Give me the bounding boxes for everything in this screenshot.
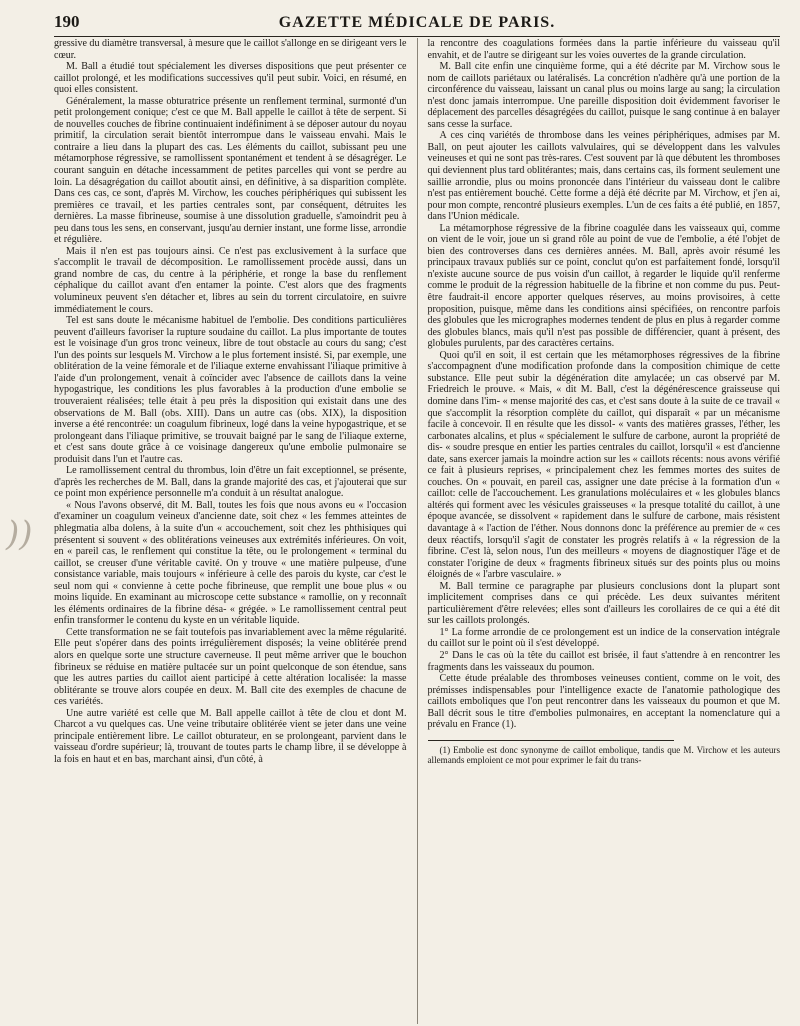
paragraph: Cette étude préalable des thromboses veineuses contient, comme on le voit, des prémisses indispensables pour l'intelligence exacte de l'anatomie pathologique des caillots emboliques que l'on peut rencontrer dans les vaisseaux du poumon et que M. Ball décrit sous le titre d'embolies pulmonaires, en acceptant la nomenclature qui a prévalu en France (1). — [427, 673, 780, 731]
page-header — [54, 12, 780, 34]
footnote-rule — [428, 740, 675, 741]
margin-mark: )) — [6, 514, 33, 554]
paragraph: M. Ball termine ce paragraphe par plusieurs conclusions dont la plupart sont implicitement comprises dans ce qui précède. Les deux suivantes méritent particulièrement d'être relevées; elles sont d'ailleurs les corollaires de ce qui a été dit sur les caillots prolongés. — [427, 580, 780, 627]
paragraph: M. Ball a étudié tout spécialement les diverses dispositions que peut présenter ce caillot prolongé, et les modifications successives qu'il peut subir. Voici, en résumé, en quoi elles consistent. — [54, 61, 407, 96]
paragraph: Généralement, la masse obturatrice présente un renflement terminal, surmonté d'un petit prolongement conique; c'est ce que M. Ball appelle le caillot à tête de serpent. Si de nouvelles couches de fibrine continuaient indéfiniment à se déposer autour du noyau primitif, la circulation serait bientôt interrompue dans le vaisseau envahi. Mais le contraire a lieu dans la plupart des cas. Les éléments du caillot, subissant peu une métamorphose régressive, se ramollissent spontanément et tendent à se désagréger. Le courant sanguin en détache incessamment de petites parcelles qui vont se perdre au loin. La désagrégation du caillot aboutit ainsi, en définitive, à sa disparition complète. Dans ces cas, ce sont, d'après M. Virchow, les couches périphériques qui subissent les premières ce travail, et les parties centrales sont, par conséquent, détruites les dernières. La masse fibrineuse, soumise à une dissolution graduelle, s'amoindrit peu à peu dans tous les sens, en conservant, jusqu'au dernier instant, une forme lisse, arrondie et régulière. — [54, 95, 407, 246]
header-rule — [54, 36, 780, 37]
paragraph: La métamorphose régressive de la fibrine coagulée dans les vaisseaux qui, comme on vient de le voir, joue un si grand rôle au point de vue de l'embolie, a été l'objet de bien des controverses dans ces dernières années. M. Ball, après avoir résumé les principaux travaux publiés sur ce point, conclut qu'on est parfaitement fondé, lorsqu'il n'existe aucune source de pus voisin d'un caillot, à regarder le liquide qu'il renferme comme le produit de la régression habituelle de la fibrine et non comme du pus. Peut-être faudrait-il encore apporter quelques réserves, au moins provisoires, à cette proposition, puisque, même dans les conditions ainsi spécifiées, on rencontre parfois des globules que les micrographes modernes tendent de plus en plus à regarder comme des globules blancs, mais qu'il n'est pas possible de différencier, quant à présent, des globules purulents, par des caractères certains. — [427, 222, 780, 350]
paragraph: A ces cinq variétés de thrombose dans les veines périphériques, admises par M. Ball, on peut ajouter les caillots valvulaires, qui se développent dans les valvules veineuses et qui ne sont pas très-rares. C'est souvent par là que débutent les thromboses qui deviennent plus tard oblitérantes; mais, dans certains cas, ils forment seulement une saillie arrondie, plus ou moins prononcée dans l'intérieur du vaisseau dont le calibre n'est pas entièrement bouché. Cette forme a déjà été décrite par M. Virchow, et j'en ai, pour mon compte, rencontré plusieurs exemples. L'un de ces faits a été publié, en 1857, dans l'Union médicale. — [427, 130, 780, 223]
paragraph: gressive du diamètre transversal, à mesure que le caillot s'allonge en se dirigeant vers le cœur. — [54, 38, 407, 61]
paragraph: Mais il n'en est pas toujours ainsi. Ce n'est pas exclusivement à la surface que s'accomplit le travail de décomposition. Le ramollissement procède aussi, dans un grand nombre de cas, du centre à la périphérie, et ronge la base du renflement céphalique du caillot avant d'en entamer la pointe. C'est alors que des fragments volumineux peuvent s'en détacher et, libres au sein du torrent circulatoire, en suivre immédiatement le cours. — [54, 245, 407, 315]
journal-title: GAZETTE MÉDICALE DE PARIS. — [278, 14, 556, 31]
left-column — [54, 38, 407, 1024]
quoted-paragraph: « Nous l'avons observé, dit M. Ball, toutes les fois que nous avons eu « l'occasion d'examiner un coagulum veineux d'ancienne date, soit chez « les femmes atteintes de phlegmatia alba dolens, à la suite d'un « accouchement, soit chez les phthisiques qui présentent si souvent « des oblitérations veineuses aux extrémités inférieures. On voit, en « pareil cas, le renflement qui constitue la tête, ou le prolongement « terminal du caillot, se creuser d'une véritable cavité. On y trouve « une matière pulpeuse, d'une consistance variable, mais toujours « inférieure à celle des parois du kyste, car c'est le seul nom qui « convienne à cette poche fibrineuse, que remplit une boue plus « ou moins liquide. En examinant au microscope cette substance « ramollie, on y reconnaît les éléments ordinaires de la fibrine désa- « grégée. » Le ramollissement central peut enfin transformer le contenu du kyste en un véritable liquide. — [54, 499, 407, 627]
footnote: (1) Embolie est donc synonyme de caillot embolique, tandis que M. Virchow et les auteurs allemands emploient ce mot pour exprimer le fait du trans- — [427, 744, 780, 766]
paragraph: Le ramollissement central du thrombus, loin d'être un fait exceptionnel, se présente, d'après les recherches de M. Ball, dans la grande majorité des cas, et j'ajouterai que sur ce point mon expérience personnelle m'a conduit à un résultat analogue. — [54, 465, 407, 500]
paragraph: la rencontre des coagulations formées dans la partie inférieure du vaisseau qu'il envahit, et de l'autre se dirigeant sur les voies ouvertes de la grande circulation. — [427, 38, 780, 61]
text-columns — [54, 38, 780, 1024]
paragraph: Cette transformation ne se fait toutefois pas invariablement avec la même régularité. Elle peut s'opérer dans des points irrégulièrement disposés; la veine oblitérée prend alors en quelque sorte une structure caverneuse. Il peut même arriver que le bouchon fibrineux se réduise en matière pultacée sur un point quelconque de son étendue, sans que les autres parties du caillot aient participé à cette altération localisée: la masse oblitérante se trouve alors coupée en deux. M. Ball cite des exemples de chacune de ces variétés. — [54, 626, 407, 708]
numbered-conclusion: 1° La forme arrondie de ce prolongement est un indice de la conservation intégrale du caillot sur le point où il s'est développé. — [427, 626, 780, 650]
page-number: 190 — [54, 12, 80, 31]
paragraph: M. Ball cite enfin une cinquième forme, qui a été décrite par M. Virchow sous le nom de caillots pariétaux ou latéralisés. La concrétion n'adhère qu'à une portion de la circonférence du vaisseau, laissant un canal plus ou moins large au sang; la circulation n'est donc jamais interrompue. Une pareille disposition doit évidemment favoriser le déplacement des parcelles désagrégées du caillot, puisque le sang continue à en balayer sans cesse la surface. — [427, 61, 780, 130]
paragraph: Tel est sans doute le mécanisme habituel de l'embolie. Des conditions particulières peuvent d'ailleurs favoriser la rupture soudaine du caillot. La plus importante de toutes est le voisinage d'un gros tronc veineux, libre de tout obstacle au cours du sang; c'est l'un des points sur lesquels M. Virchow a le plus fortement insisté. Si, par exemple, une oblitération de la veine fémorale et de l'iliaque externe envahissant l'iliaque primitive à l'aide d'un prolongement, venait à coïncider avec l'absence de caillots dans la veine hypogastrique, les conditions les plus favorables à la production d'une embolie se trouveraient réalisées; telle était à peu près la disposition qui existait dans une des observations de M. Ball (obs. XIII). Dans un autre cas (obs. XIX), la disposition inverse a été rencontrée: un coagulum fibrineux, logé dans la veine hypogastrique, et se prolongeant dans l'iliaque primitive, se trouvait baigné par le sang de l'iliaque externe, et c'est sans doute grâce à ce voisinage dangereux qu'une embolie pulmonaire se produisit dans l'un et l'autre cas. — [54, 315, 407, 465]
quoted-paragraph: Quoi qu'il en soit, il est certain que les métamorphoses régressives de la fibrine s'accompagnent d'une modification profonde dans la composition chimique de cette substance. Elle peut subir la dégénération dite amylacée; un cas observé par M. Friedreich le prouve. « Mais, « dit M. Ball, c'est la dégénérescence graisseuse qui domine dans l'im- « mense majorité des cas, et c'est sans doute à la suite de ce travail « que s'accomplit la résorption complète du caillot, qui disparaît « par un mécanisme facile à concevoir. Il en résulte que les dissol- « vants des matières grasses, l'éther, les carbonates alcalins, et plus « spécialement le sulfure de carbone, auront la propriété de dis- « soudre presque en entier les parties centrales du caillot, lorsqu'il « est d'ancienne date, sans exercer jamais la moindre action sur les « caillots récents: nous avons vérifié ce fait à plusieurs reprises, « principalement chez les femmes mortes des suites de couches. On « pouvait, en pareil cas, assigner une date précise à la formation d'un « caillot: celle de l'accouchement. Les granulations moléculaires et « les globules blancs altérés qui forment avec les vésicules graisseuses « la presque totalité du caillot, à une époque avancée, se dissolvent « rapidement dans le sulfure de carbone, mais résistent davantage à « l'action de l'éther. Nous donnons donc la préférence au premier de « ces deux réactifs, lorsqu'il s'agit de constater les progrès relatifs à « la régression de la fibrine. C'est là, selon nous, l'un des meilleurs « moyens de diagnostiquer l'âge et de constater l'origine de deux « fragments fibrineux situés sur des points plus ou moins éloignés de « l'arbre vasculaire. » — [427, 349, 780, 581]
paragraph: Une autre variété est celle que M. Ball appelle caillot à tête de clou et dont M. Charcot a vu quelques cas. Une veine tributaire oblitérée vient se jeter dans une veine principale entièrement libre. Le caillot obturateur, en se prolongeant, parvient dans le vaisseau d'ordre supérieur; là, trouvant de toutes parts le champ libre, il se développe à la fois en haut et en bas, marchant ainsi, d'un côté, à — [54, 707, 407, 765]
right-column — [417, 38, 781, 1024]
numbered-conclusion: 2° Dans le cas où la tête du caillot est brisée, il faut s'attendre à en rencontrer les fragments dans les vaisseaux du poumon. — [427, 649, 780, 673]
